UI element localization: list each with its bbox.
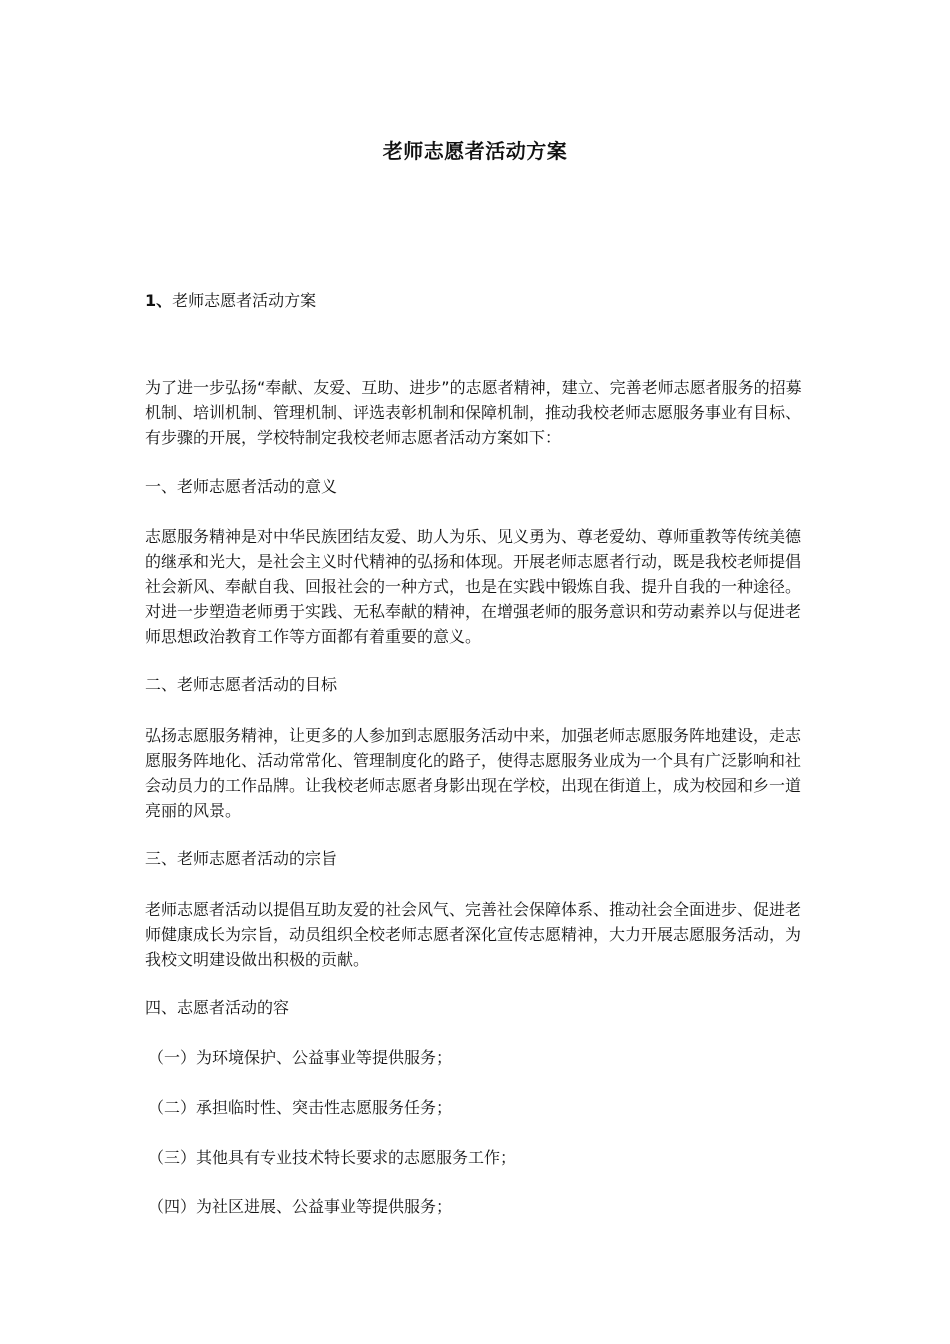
document-title: 老师志愿者活动方案 xyxy=(382,139,568,163)
list-item-3: （三）其他具有专业技术特长要求的志愿服务工作； xyxy=(148,1148,517,1167)
part-heading-2: 二、老师志愿者活动的目标 xyxy=(145,675,338,694)
part-body-2: 弘扬志愿服务精神，让更多的人参加到志愿服务活动中来，加强老师志愿服务阵地建设，走志愿服务阵地化、活动常常化、管理制度化的路子，使得志愿服务业成为一个具有广泛影响和社会动员力的工作品牌。让我校老师志愿者身影出现在学校，出现在街道上，成为校园和乡一道亮丽的风景。 xyxy=(145,726,802,820)
part-body-1: 志愿服务精神是对中华民族团结友爱、助人为乐、见义勇为、尊老爱幼、尊师重教等传统美德的继承和光大，是社会主义时代精神的弘扬和体现。开展老师志愿者行动，既是我校老师提倡社会新风、奉献自我、回报社会的一种方式，也是在实践中锻炼自我、提升自我的一种途径。对进一步塑造老师勇于实践、无私奉献的精神，在增强老师的服务意识和劳动素养以与促进老师思想政治教育工作等方面都有着重要的意义。 xyxy=(145,527,802,646)
part-body-3: 老师志愿者活动以提倡互助友爱的社会风气、完善社会保障体系、推动社会全面进步、促进老师健康成长为宗旨，动员组织全校老师志愿者深化宣传志愿精神，大力开展志愿服务活动，为我校文明建设做出积极的贡献。 xyxy=(145,900,802,969)
section-number: 1、 xyxy=(145,291,173,310)
section-title: 老师志愿者活动方案 xyxy=(172,291,317,310)
list-item-4: （四）为社区进展、公益事业等提供服务； xyxy=(148,1197,453,1216)
list-item-1: （一）为环境保护、公益事业等提供服务； xyxy=(148,1048,453,1067)
list-item-2: （二）承担临时性、突击性志愿服务任务； xyxy=(148,1098,453,1117)
part-heading-1: 一、老师志愿者活动的意义 xyxy=(145,477,338,496)
part-heading-4: 四、志愿者活动的容 xyxy=(145,998,290,1017)
section-heading xyxy=(145,290,316,312)
intro-paragraph: 为了进一步弘扬“奉献、友爱、互助、进步”的志愿者精神，建立、完善老师志愿者服务的招募机制、培训机制、管理机制、评选表彰机制和保障机制，推动我校老师志愿服务事业有目标、有步骤的开展，学校特制定我校老师志愿者活动方案如下： xyxy=(145,378,802,447)
part-heading-3: 三、老师志愿者活动的宗旨 xyxy=(145,849,338,868)
